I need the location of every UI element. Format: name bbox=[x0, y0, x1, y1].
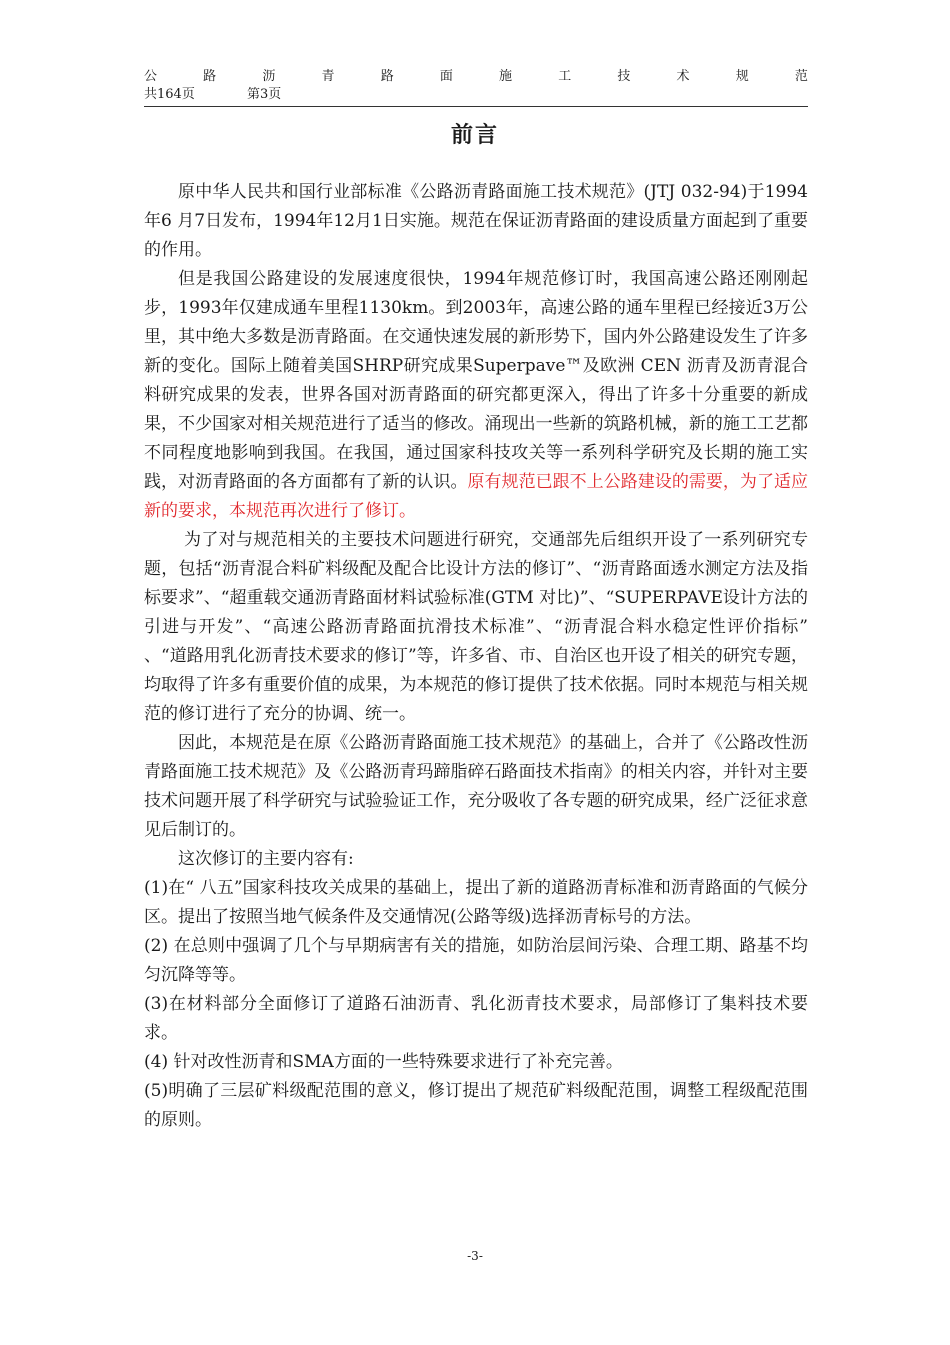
header-title-char: 沥 bbox=[262, 69, 276, 84]
header-title-char: 术 bbox=[676, 69, 690, 84]
paragraph-2-text: 但是我国公路建设的发展速度很快，1994年规范修订时，我国高速公路还刚刚起步，1993年仅建成通车里程1130km。到2003年，高速公路的通车里程已经接近3万公里，其中绝大多数是沥青路面。在交通快速发展的新形势下，国内外公路建设发生了许多新的变化。国际上随着美国SHRP研究成果Superpave™及欧洲 CEN 沥青及沥青混合料研究成果的发表，世界各国对沥青路面的研究都更深入，得出了许多十分重要的新成果，不少国家对相关规范进行了适当的修改。涌现出一些新的筑路机械，新的施工工艺都不同程度地影响到我国。在我国，通过国家科技攻关等一系列科学研究及长期的施工实践，对沥青路面的各方面都有了新的认识。 bbox=[144, 269, 808, 492]
header-title-char: 工 bbox=[558, 69, 572, 84]
list-item: (5)明确了三层矿料级配范围的意义，修订提出了规范矿料级配范围，调整工程级配范围的原则。 bbox=[144, 1081, 808, 1130]
page-title: 前言 bbox=[450, 122, 499, 148]
header-title-char: 规 bbox=[735, 69, 749, 84]
total-pages: 共164页 bbox=[144, 87, 195, 102]
document-body bbox=[144, 178, 808, 1135]
header-title-char: 路 bbox=[203, 69, 217, 84]
header-title-char: 技 bbox=[617, 69, 631, 84]
paragraph-2-highlight: 原有规范已跟不上公路建设的需要，为了适应新的要求，本规范再次进行了修订。 bbox=[144, 472, 808, 521]
header-title-char: 范 bbox=[794, 69, 808, 84]
current-page-label: 第3页 bbox=[246, 87, 282, 102]
paragraph-4: 因此，本规范是在原《公路沥青路面施工技术规范》的基础上，合并了《公路改性沥青路面施工技术规范》及《公路沥青玛蹄脂碎石路面技术指南》的相关内容，并针对主要技术问题开展了科学研究与试验验证工作，充分吸收了各专题的研究成果，经广泛征求意见后制订的。 bbox=[144, 733, 808, 840]
header-title-char: 公 bbox=[144, 69, 158, 84]
header-title-char: 施 bbox=[499, 69, 513, 84]
header-meta bbox=[144, 86, 808, 104]
paragraph-1: 原中华人民共和国行业部标准《公路沥青路面施工技术规范》(JTJ 032-94)于1994年6 月7日发布，1994年12月1日实施。规范在保证沥青路面的建设质量方面起到了重要的作用。 bbox=[144, 182, 808, 260]
list-item: (4) 针对改性沥青和SMA方面的一些特殊要求进行了补充完善。 bbox=[144, 1052, 623, 1072]
list-item: (2) 在总则中强调了几个与早期病害有关的措施，如防治层间污染、合理工期、路基不均匀沉降等等。 bbox=[144, 936, 808, 985]
header-title-char: 青 bbox=[321, 69, 335, 84]
header-title bbox=[144, 68, 808, 86]
page-header bbox=[144, 68, 808, 104]
paragraph-3: 为了对与规范相关的主要技术问题进行研究，交通部先后组织开设了一系列研究专题，包括“沥青混合料矿料级配及配合比设计方法的修订”、“沥青路面透水测定方法及指标要求”、“超重载交通沥青路面材料试验标准(GTM 对比)”、“SUPERPAVE设计方法的引进与开发”、“高速公路沥青路面抗滑技术标准”、“沥青混合料水稳定性评价指标” 、“道路用乳化沥青技术要求的修订”等，许多省、市、自治区也开设了相关的研究专题，均取得了许多有重要价值的成果，为本规范的修订提供了技术依据。同时本规范与相关规范的修订进行了充分的协调、统一。 bbox=[144, 530, 808, 724]
paragraph-5: 这次修订的主要内容有: bbox=[178, 849, 354, 869]
header-divider bbox=[144, 106, 808, 107]
list-item: (3)在材料部分全面修订了道路石油沥青、乳化沥青技术要求，局部修订了集料技术要求。 bbox=[144, 994, 808, 1043]
header-title-char: 面 bbox=[439, 69, 453, 84]
header-title-char: 路 bbox=[380, 69, 394, 84]
paragraph-2 bbox=[144, 265, 808, 526]
page-number: -3- bbox=[467, 1249, 483, 1263]
list-item: (1)在“ 八五”国家科技攻关成果的基础上，提出了新的道路沥青标准和沥青路面的气候分区。提出了按照当地气候条件及交通情况(公路等级)选择沥青标号的方法。 bbox=[144, 878, 808, 927]
